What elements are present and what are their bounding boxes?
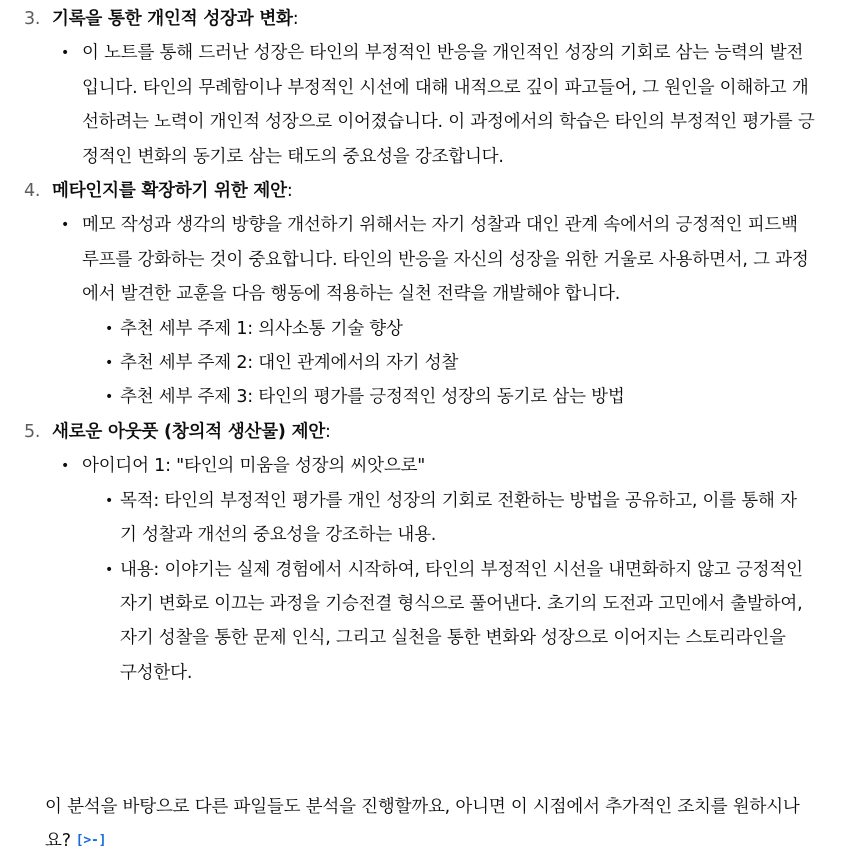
analysis-sections xyxy=(0,2,865,690)
sub-bullet-text: 내용: 이야기는 실제 경험에서 시작하여, 타인의 부정적인 시선을 내면화하지 않고 긍정적인 자기 변화로 이끄는 과정을 기승전결 형식으로 풀어낸다. 초기의 도전과 고민에서 출발하여, 자기 성찰을 통한 문제 인식, 그리고 실천을 통한 변화와 성장으로 이어지는 스토리라인을 구성한다. xyxy=(120,559,803,683)
section-title: 기록을 통한 개인적 성장과 변화 xyxy=(52,9,293,29)
section-number: 5. xyxy=(24,421,41,442)
list-item xyxy=(52,484,815,553)
sub-bullet-list xyxy=(52,312,815,415)
list-item xyxy=(52,36,865,174)
list-item xyxy=(52,346,815,380)
section-title: 메타인지를 확장하기 위한 제안 xyxy=(52,181,287,202)
bullet-icon: • xyxy=(105,561,114,578)
section-title-colon: : xyxy=(292,9,299,29)
sub-bullet-list xyxy=(52,484,815,690)
bullet-icon: • xyxy=(61,458,70,475)
sub-bullet-text: 추천 세부 주제 2: 대인 관계에서의 자기 성찰 xyxy=(120,353,459,374)
section-metacognition xyxy=(0,174,865,415)
bullet-list xyxy=(52,449,865,690)
section-title: 새로운 아웃풋 (창의적 생산물) 제안 xyxy=(52,421,326,442)
source-citation-icon[interactable]: [>-] xyxy=(75,833,107,849)
bullet-icon: • xyxy=(61,217,70,234)
bullet-list xyxy=(52,36,865,174)
bullet-text: 메모 작성과 생각의 방향을 개선하기 위해서는 자기 성찰과 대인 관계 속에서의 긍정적인 피드백 루프를 강화하는 것이 중요합니다. 타인의 반응을 자신의 성장을 위한 거울로 사용하면서, 그 과정에서 발견한 교훈을 다음 행동에 적용하는 실천 전략을 개발해야 합니다. xyxy=(82,215,809,305)
bullet-list xyxy=(52,208,865,414)
bullet-text: 이 노트를 통해 드러난 성장은 타인의 부정적인 반응을 개인적인 성장의 기회로 삼는 능력의 발전입니다. 타인의 무례함이나 부정적인 시선에 대해 내적으로 깊이 파고들어, 그 원인을 이해하고 개선하려는 노력이 개인적 성장으로 이어졌습니다. 이 과정에서의 학습은 타인의 부정적인 평가를 긍정적인 변화의 동기로 삼는 태도의 중요성을 강조합니다. xyxy=(82,43,815,167)
section-number: 4. xyxy=(24,181,41,202)
closing-question xyxy=(45,790,825,859)
bullet-icon: • xyxy=(105,355,114,372)
list-item xyxy=(52,449,865,690)
list-item xyxy=(52,208,865,414)
bullet-text: 아이디어 1: "타인의 미움을 성장의 씨앗으로" xyxy=(82,456,426,477)
section-number: 3. xyxy=(24,9,41,29)
list-item xyxy=(52,380,815,414)
sub-bullet-text: 추천 세부 주제 1: 의사소통 기술 향상 xyxy=(120,318,403,339)
section-growth xyxy=(0,2,865,174)
section-title-colon: : xyxy=(286,181,293,202)
list-item xyxy=(52,553,815,691)
closing-text: 이 분석을 바탕으로 다른 파일들도 분석을 진행할까요, 아니면 이 시점에서 추가적인 조치를 원하시나요? xyxy=(45,797,800,852)
list-item xyxy=(52,312,815,346)
bullet-icon: • xyxy=(105,492,114,509)
bullet-icon: • xyxy=(105,320,114,337)
section-title-colon: : xyxy=(325,421,331,442)
bullet-icon: • xyxy=(61,45,70,62)
sub-bullet-text: 추천 세부 주제 3: 타인의 평가를 긍정적인 성장의 동기로 삼는 방법 xyxy=(120,387,625,408)
section-new-output xyxy=(0,415,865,690)
sub-bullet-text: 목적: 타인의 부정적인 평가를 개인 성장의 기회로 전환하는 방법을 공유하고, 이를 통해 자기 성찰과 개선의 중요성을 강조하는 내용. xyxy=(120,490,797,546)
bullet-icon: • xyxy=(105,389,114,406)
